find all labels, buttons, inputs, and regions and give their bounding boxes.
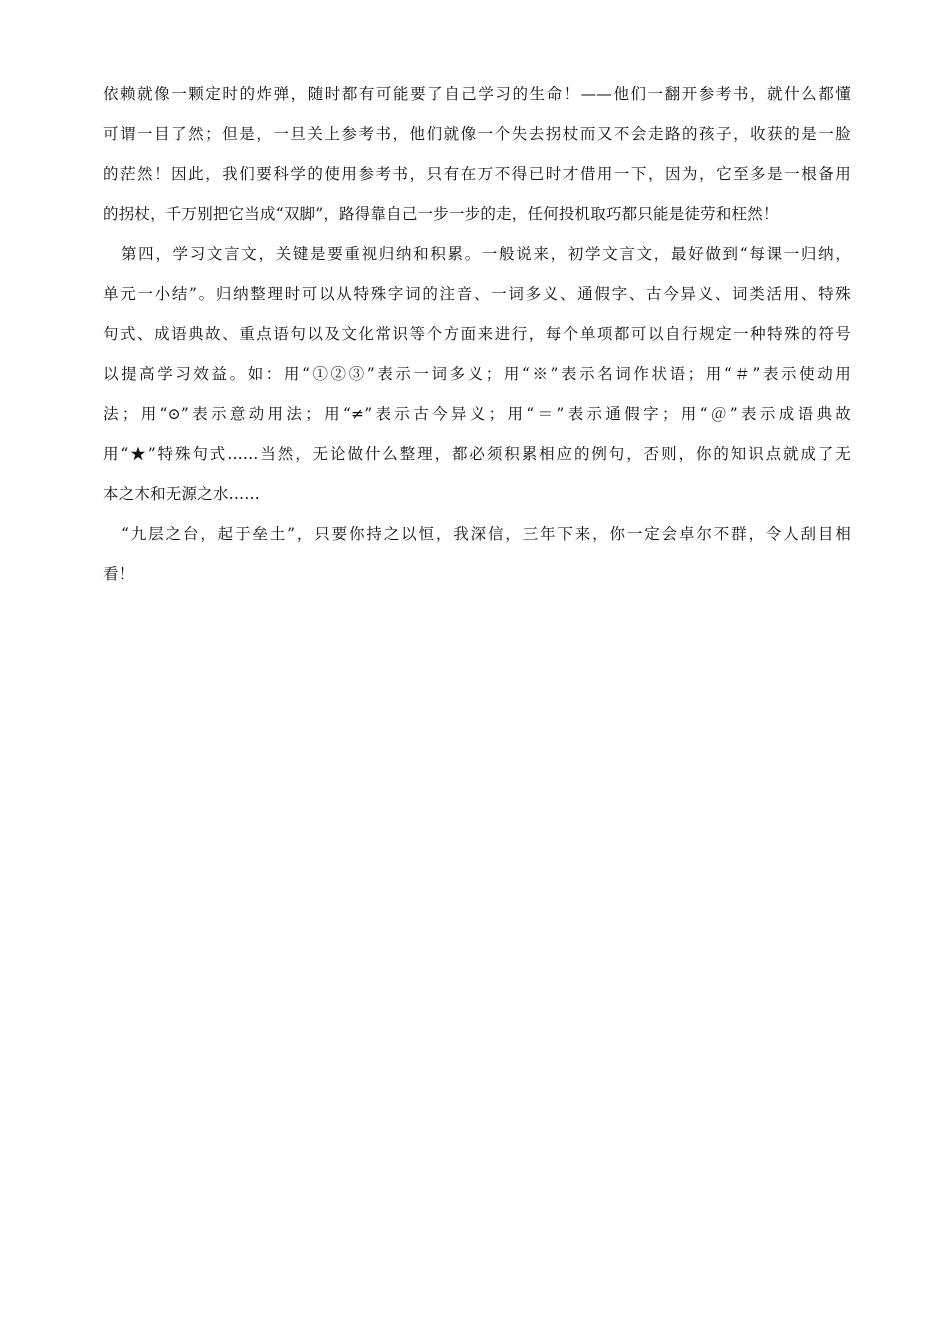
text-line: 的拐杖，千万别把它当成“双脚”，路得靠自己一步一步的走，任何投机取巧都只能是徒劳和枉然！	[103, 205, 779, 223]
paragraph-classical-chinese	[103, 234, 851, 514]
paragraph-conclusion	[103, 514, 851, 594]
text-line: 法；用“⊙”表示意动用法；用“≠”表示古今异义；用“＝”表示通假字；用“＠”表示成语典故	[103, 405, 851, 423]
document-body	[103, 74, 851, 594]
text-line: “九层之台，起于垒土”，只要你持之以恒，我深信，三年下来，你一定会卓尔不群，令人刮目相	[121, 525, 851, 543]
text-line: 以提高学习效益。如：用“①②③”表示一词多义；用“※”表示名词作状语；用“＃”表示使动用	[103, 365, 851, 383]
text-line: 第四，学习文言文，关键是要重视归纳和积累。一般说来，初学文言文，最好做到“每课一归纳，	[121, 245, 851, 263]
text-line: 依赖就像一颗定时的炸弹，随时都有可能要了自己学习的生命！——他们一翻开参考书，就什么都懂	[103, 85, 851, 103]
paragraph-reference-books	[103, 74, 851, 234]
text-line: 单元一小结”。归纳整理时可以从特殊字词的注音、一词多义、通假字、古今异义、词类活用、特殊	[103, 285, 851, 303]
text-line: 的茫然！因此，我们要科学的使用参考书，只有在万不得已时才借用一下，因为，它至多是一根备用	[103, 165, 851, 183]
text-line: 看！	[103, 565, 135, 583]
text-line: 本之木和无源之水……	[103, 485, 261, 503]
text-line: 句式、成语典故、重点语句以及文化常识等个方面来进行，每个单项都可以自行规定一种特殊的符号	[103, 325, 851, 343]
text-line: 可谓一目了然；但是，一旦关上参考书，他们就像一个失去拐杖而又不会走路的孩子，收获的是一脸	[103, 125, 851, 143]
text-line: 用“★”特殊句式……当然，无论做什么整理，都必须积累相应的例句，否则，你的知识点就成了无	[103, 445, 851, 463]
